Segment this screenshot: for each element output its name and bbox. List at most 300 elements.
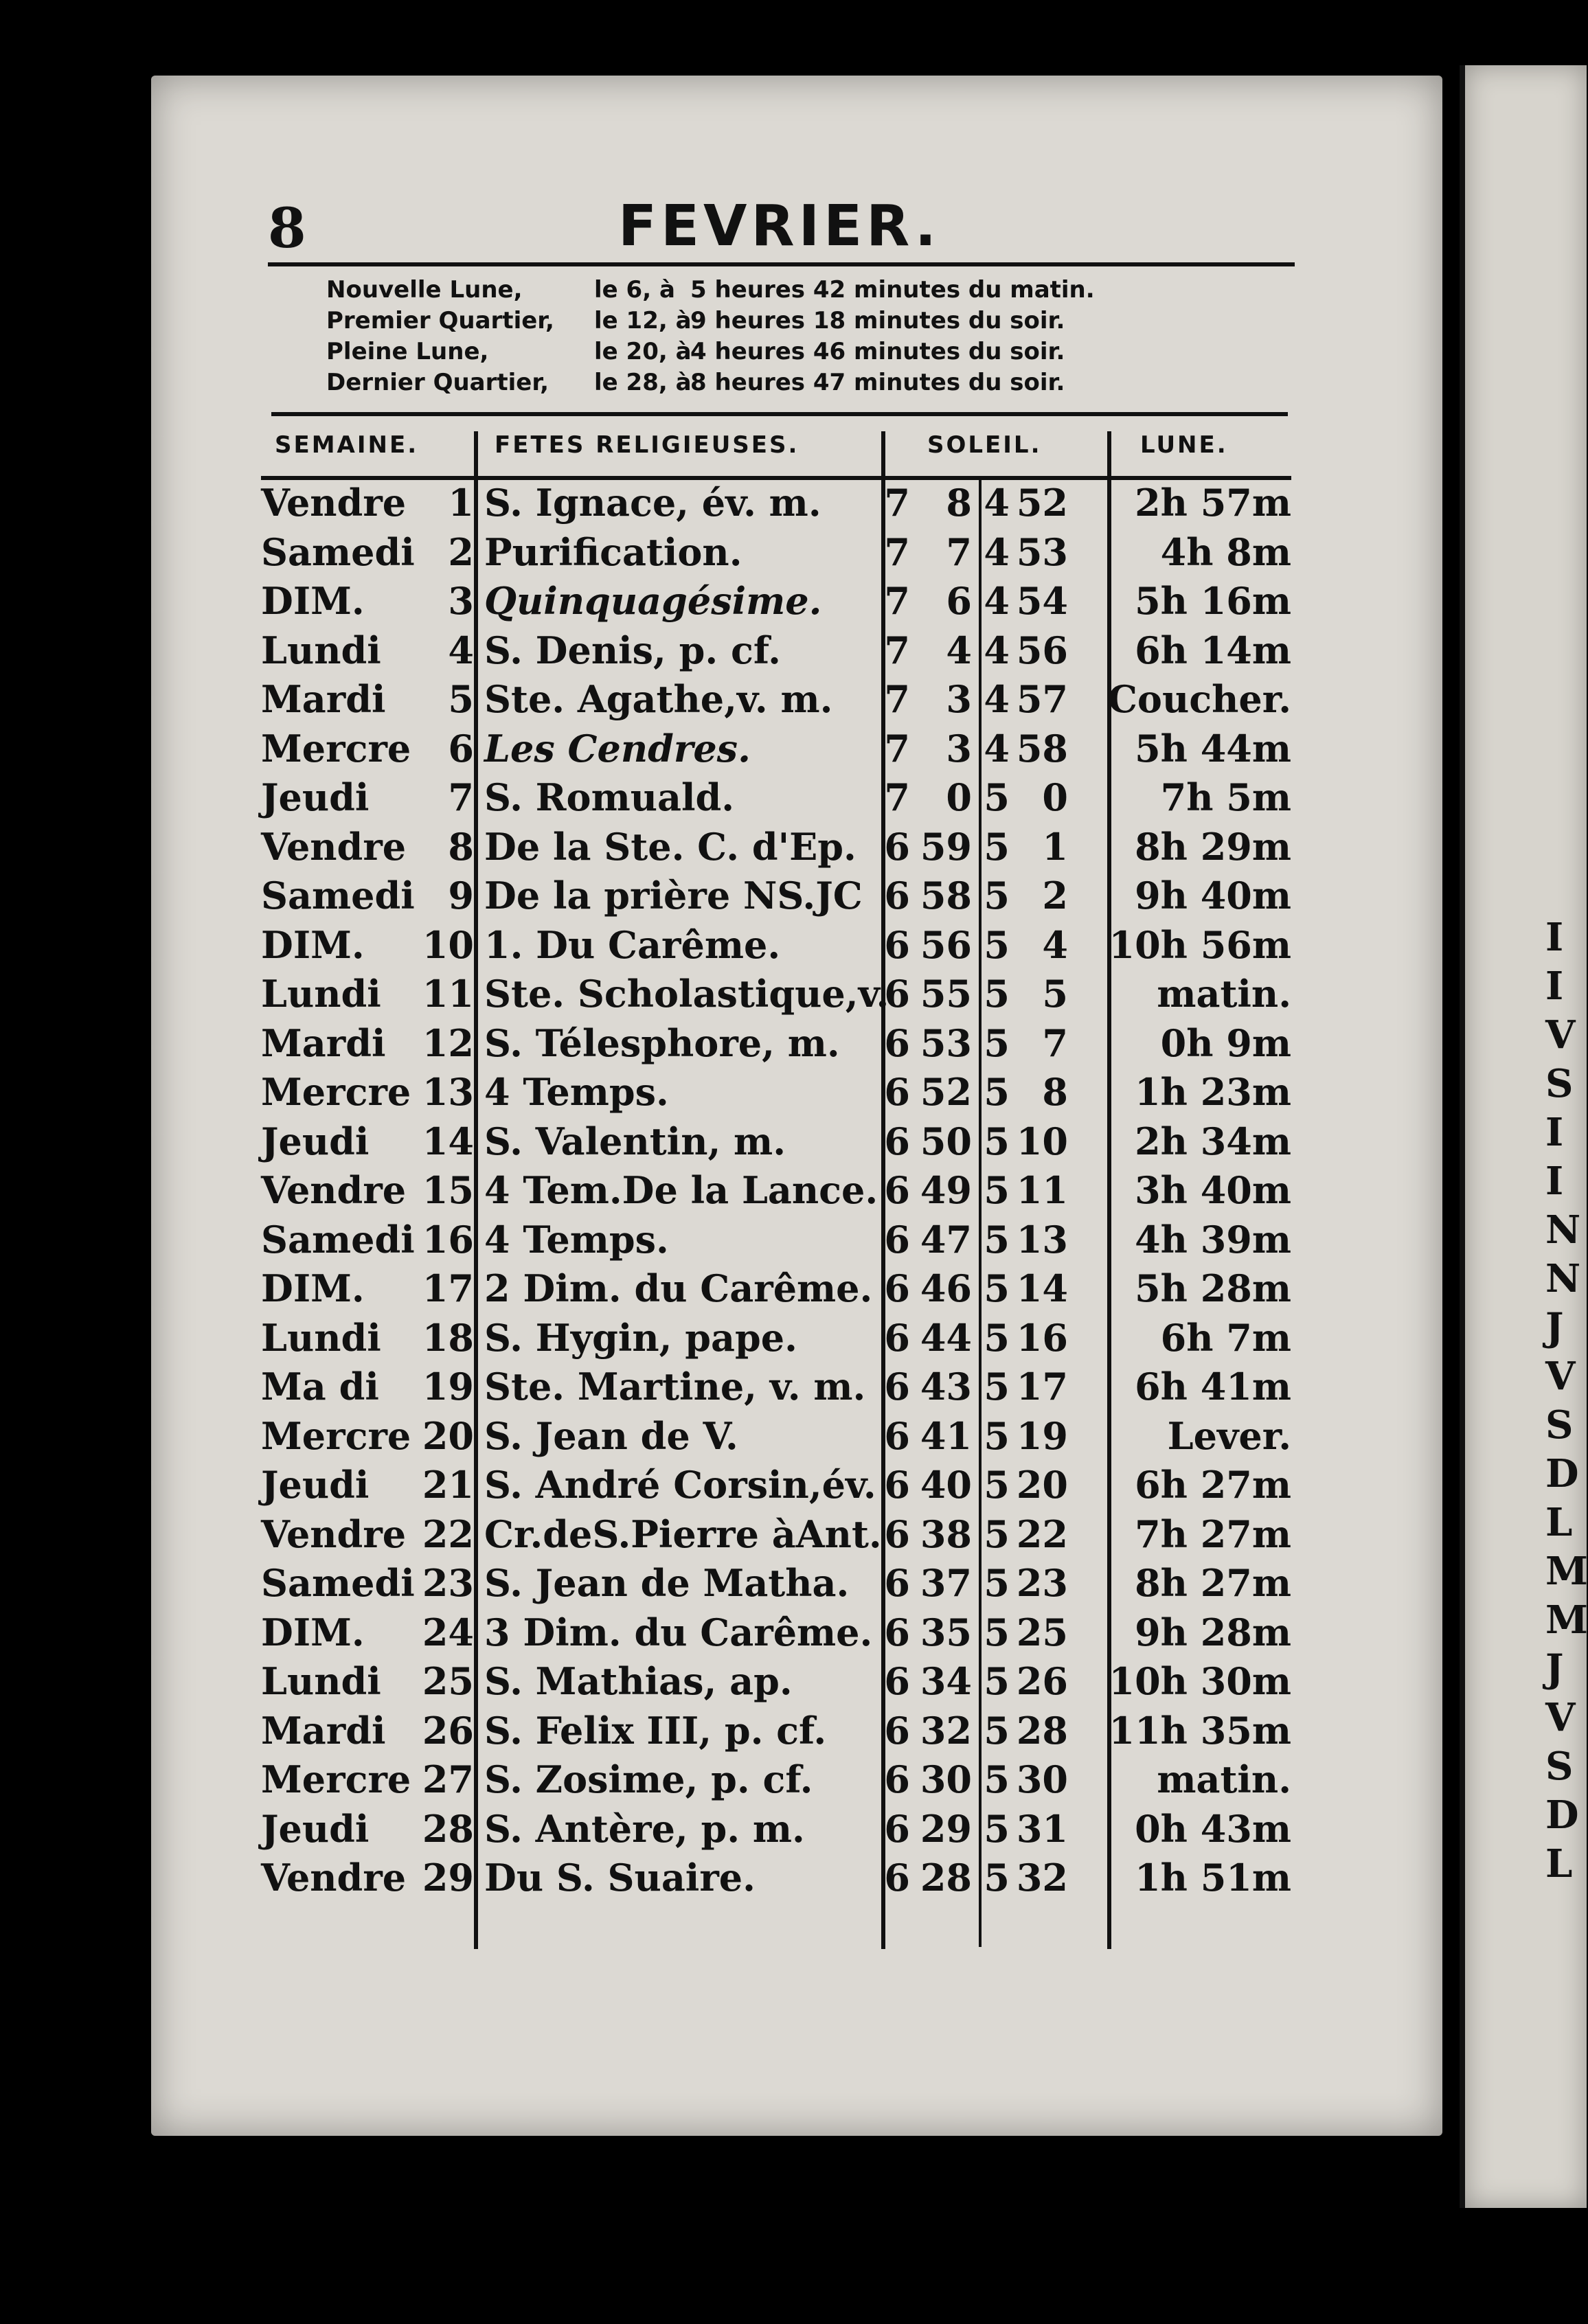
religious-feast: 3 Dim. du Carême.	[484, 1610, 873, 1654]
week-day-name: Mercre	[261, 1413, 411, 1458]
sunrise-hour: 6	[884, 1806, 910, 1851]
sunrise-hour: 6	[884, 1315, 910, 1360]
sunrise-hour: 6	[884, 1021, 910, 1065]
religious-feast: S. Felix III, p. cf.	[484, 1708, 827, 1753]
sunrise-minute: 29	[920, 1806, 972, 1851]
table-row	[254, 1218, 1298, 1267]
sunset-hour: 5	[984, 922, 1010, 967]
sunset-hour: 5	[984, 1659, 1010, 1703]
sunset-hour: 5	[984, 1610, 1010, 1654]
sunrise-hour: 6	[884, 1266, 910, 1310]
sunset-minute: 22	[1016, 1512, 1068, 1556]
adjacent-letter: J	[1545, 1646, 1564, 1691]
sunrise-hour: 7	[884, 579, 910, 623]
week-day-name: Jeudi	[261, 1119, 370, 1163]
adjacent-letter: M	[1545, 1597, 1588, 1643]
moon-time: 5h 28m	[1135, 1266, 1291, 1310]
sunset-minute: 0	[1042, 775, 1068, 819]
adjacent-letter: I	[1545, 964, 1564, 1009]
sunrise-minute: 38	[920, 1512, 972, 1556]
day-number: 16	[422, 1217, 474, 1262]
sunrise-minute: 50	[920, 1119, 972, 1163]
phase-row	[326, 306, 1095, 337]
sunset-hour: 4	[984, 481, 1010, 525]
sunrise-hour: 7	[884, 529, 910, 574]
adjacent-letter: V	[1545, 1695, 1576, 1740]
moon-phases	[326, 275, 1095, 398]
table-row	[254, 1856, 1298, 1905]
phase-time: 9 heures 18 minutes du soir.	[690, 307, 1065, 334]
sunrise-hour: 6	[884, 1856, 910, 1900]
sunrise-hour: 6	[884, 1463, 910, 1507]
adjacent-letter: S	[1545, 1061, 1574, 1106]
sunset-minute: 8	[1042, 1070, 1068, 1114]
week-day-name: Vendre	[261, 1512, 407, 1556]
table-row	[254, 1119, 1298, 1169]
moon-time: 6h 14m	[1135, 628, 1291, 672]
moon-time: 2h 57m	[1135, 481, 1291, 525]
religious-feast: S. Denis, p. cf.	[484, 628, 781, 672]
sunset-hour: 5	[984, 1266, 1010, 1310]
sunrise-hour: 6	[884, 922, 910, 967]
table-row	[254, 825, 1298, 874]
week-day-name: Mardi	[261, 1708, 386, 1753]
sunset-minute: 26	[1016, 1659, 1068, 1703]
sunrise-minute: 52	[920, 1070, 972, 1114]
religious-feast: S. Télesphore, m.	[484, 1021, 840, 1065]
sunset-minute: 32	[1016, 1856, 1068, 1900]
month-title: FEVRIER.	[618, 194, 940, 259]
sunset-hour: 5	[984, 824, 1010, 869]
week-day-name: Samedi	[261, 874, 415, 918]
sunrise-hour: 7	[884, 628, 910, 672]
sunset-hour: 5	[984, 1512, 1010, 1556]
table-row	[254, 530, 1298, 580]
religious-feast: Du S. Suaire.	[484, 1856, 756, 1900]
sunrise-minute: 59	[920, 824, 972, 869]
sunset-minute: 11	[1016, 1168, 1068, 1212]
adjacent-letter: V	[1545, 1012, 1576, 1058]
sunrise-minute: 28	[920, 1856, 972, 1900]
day-number: 18	[422, 1315, 474, 1360]
religious-feast: Ste. Agathe,v. m.	[484, 677, 833, 721]
phase-name: Nouvelle Lune,	[326, 276, 523, 304]
phase-name: Pleine Lune,	[326, 338, 489, 365]
religious-feast: 4 Temps.	[484, 1217, 669, 1262]
moon-time: 2h 34m	[1135, 1119, 1291, 1163]
sunrise-minute: 49	[920, 1168, 972, 1212]
sunrise-hour: 7	[884, 481, 910, 525]
moon-time: 6h 7m	[1160, 1315, 1291, 1360]
sunset-hour: 5	[984, 874, 1010, 918]
table-row	[254, 923, 1298, 972]
week-day-name: DIM.	[261, 1610, 365, 1654]
religious-feast: S. Hygin, pape.	[484, 1315, 797, 1360]
day-number: 21	[422, 1463, 474, 1507]
week-day-name: DIM.	[261, 579, 365, 623]
header-lune: LUNE.	[1140, 431, 1228, 459]
sunrise-minute: 55	[920, 972, 972, 1016]
week-day-name: Mercre	[261, 1070, 411, 1114]
sunrise-hour: 6	[884, 824, 910, 869]
adjacent-page-letters	[1545, 913, 1588, 1889]
sunrise-minute: 40	[920, 1463, 972, 1507]
adjacent-letter: J	[1545, 1305, 1564, 1350]
religious-feast: Quinquagésime.	[484, 579, 822, 623]
table-row	[254, 1512, 1298, 1562]
table-row	[254, 1610, 1298, 1660]
moon-time: 5h 44m	[1135, 726, 1291, 771]
header-fetes: FETES RELIGIEUSES.	[495, 431, 799, 459]
sunset-minute: 10	[1016, 1119, 1068, 1163]
religious-feast: S. Antère, p. m.	[484, 1806, 805, 1851]
sunset-hour: 4	[984, 529, 1010, 574]
day-number: 23	[422, 1561, 474, 1605]
table-row	[254, 972, 1298, 1021]
moon-time: 7h 27m	[1135, 1512, 1291, 1556]
week-day-name: Ma di	[261, 1365, 379, 1409]
sunset-minute: 14	[1016, 1266, 1068, 1310]
table-row	[254, 1070, 1298, 1119]
adjacent-letter: I	[1545, 1110, 1564, 1155]
sunset-minute: 4	[1042, 922, 1068, 967]
adjacent-letter: N	[1545, 1207, 1581, 1253]
sunset-hour: 5	[984, 1315, 1010, 1360]
religious-feast: 4 Temps.	[484, 1070, 669, 1114]
sunrise-hour: 6	[884, 1119, 910, 1163]
sunrise-hour: 6	[884, 1561, 910, 1605]
day-number: 26	[422, 1708, 474, 1753]
sunset-hour: 5	[984, 1119, 1010, 1163]
sunset-minute: 1	[1042, 824, 1068, 869]
sunrise-minute: 43	[920, 1365, 972, 1409]
table-row	[254, 1807, 1298, 1856]
table-row	[254, 874, 1298, 923]
week-day-name: Lundi	[261, 1659, 381, 1703]
moon-time: 4h 8m	[1160, 529, 1291, 574]
phase-day: le 6, à	[594, 276, 675, 304]
phase-row	[326, 367, 1095, 398]
sunrise-minute: 3	[946, 677, 972, 721]
sunrise-hour: 6	[884, 1708, 910, 1753]
sunset-minute: 57	[1016, 677, 1068, 721]
week-day-name: Samedi	[261, 1217, 415, 1262]
week-day-name: Vendre	[261, 1856, 407, 1900]
adjacent-letter: I	[1545, 915, 1564, 960]
moon-time: 4h 39m	[1135, 1217, 1291, 1262]
table-row	[254, 1463, 1298, 1512]
phase-time: 8 heures 47 minutes du soir.	[690, 369, 1065, 396]
sunrise-hour: 7	[884, 677, 910, 721]
week-day-name: DIM.	[261, 922, 365, 967]
sunrise-hour: 6	[884, 1365, 910, 1409]
sunrise-hour: 6	[884, 1168, 910, 1212]
sunset-hour: 5	[984, 1806, 1010, 1851]
week-day-name: DIM.	[261, 1266, 365, 1310]
phase-day: le 12, à	[594, 307, 692, 334]
sunrise-minute: 0	[946, 775, 972, 819]
header-rule	[261, 476, 1291, 480]
sunrise-minute: 58	[920, 874, 972, 918]
religious-feast: S. Romuald.	[484, 775, 735, 819]
sunrise-hour: 6	[884, 1070, 910, 1114]
sunrise-hour: 7	[884, 775, 910, 819]
religious-feast: Ste. Martine, v. m.	[484, 1365, 866, 1409]
sunrise-minute: 37	[920, 1561, 972, 1605]
sunset-hour: 4	[984, 628, 1010, 672]
day-number: 8	[448, 824, 474, 869]
sunrise-hour: 6	[884, 1413, 910, 1458]
day-number: 17	[422, 1266, 474, 1310]
religious-feast: 1. Du Carême.	[484, 922, 781, 967]
religious-feast: Cr.deS.Pierre àAnt.	[484, 1512, 882, 1556]
moon-time: matin.	[1157, 972, 1291, 1016]
sunset-minute: 30	[1016, 1757, 1068, 1801]
week-day-name: Jeudi	[261, 775, 370, 819]
table-row	[254, 1561, 1298, 1610]
sunrise-hour: 6	[884, 1757, 910, 1801]
sunrise-minute: 35	[920, 1610, 972, 1654]
religious-feast: S. Jean de V.	[484, 1413, 738, 1458]
sunset-hour: 5	[984, 1856, 1010, 1900]
sunrise-minute: 47	[920, 1217, 972, 1262]
table-row	[254, 1266, 1298, 1316]
moon-time: Coucher.	[1107, 677, 1291, 721]
phase-time: 5 heures 42 minutes du matin.	[690, 276, 1095, 304]
sunrise-minute: 46	[920, 1266, 972, 1310]
table-row	[254, 1659, 1298, 1709]
moon-time: 5h 16m	[1135, 579, 1291, 623]
sunset-minute: 54	[1016, 579, 1068, 623]
adjacent-letter: S	[1545, 1402, 1574, 1448]
sunset-minute: 7	[1042, 1021, 1068, 1065]
day-number: 12	[422, 1021, 474, 1065]
sunrise-hour: 7	[884, 726, 910, 771]
phases-rule	[271, 412, 1288, 416]
religious-feast: De la Ste. C. d'Ep.	[484, 824, 857, 869]
sunset-hour: 5	[984, 1021, 1010, 1065]
sunset-minute: 16	[1016, 1315, 1068, 1360]
table-row	[254, 775, 1298, 825]
sunrise-hour: 6	[884, 1659, 910, 1703]
religious-feast: Les Cendres.	[484, 726, 751, 771]
sunset-minute: 52	[1016, 481, 1068, 525]
sunrise-minute: 7	[946, 529, 972, 574]
table-row	[254, 1021, 1298, 1071]
sunset-minute: 28	[1016, 1708, 1068, 1753]
day-number: 13	[422, 1070, 474, 1114]
page-number: 8	[268, 196, 306, 260]
sunset-minute: 5	[1042, 972, 1068, 1016]
week-day-name: Jeudi	[261, 1806, 370, 1851]
phase-name: Dernier Quartier,	[326, 369, 549, 396]
sunrise-minute: 32	[920, 1708, 972, 1753]
sunset-hour: 5	[984, 1757, 1010, 1801]
week-day-name: Jeudi	[261, 1463, 370, 1507]
adjacent-letter: L	[1545, 1500, 1573, 1545]
adjacent-letter: D	[1545, 1451, 1579, 1496]
day-number: 5	[448, 677, 474, 721]
table-row	[254, 1414, 1298, 1463]
sunset-minute: 13	[1016, 1217, 1068, 1262]
moon-time: 1h 51m	[1135, 1856, 1291, 1900]
moon-time: 7h 5m	[1160, 775, 1291, 819]
moon-time: 6h 27m	[1135, 1463, 1291, 1507]
moon-time: 11h 35m	[1109, 1708, 1291, 1753]
religious-feast: De la prière NS.JC	[484, 874, 863, 918]
adjacent-letter: I	[1545, 1159, 1564, 1204]
header-soleil: SOLEIL.	[927, 431, 1042, 459]
sunset-minute: 58	[1016, 726, 1068, 771]
day-number: 25	[422, 1659, 474, 1703]
day-number: 2	[448, 529, 474, 574]
sunset-hour: 5	[984, 1365, 1010, 1409]
religious-feast: S. Valentin, m.	[484, 1119, 786, 1163]
header-semaine: SEMAINE.	[275, 431, 419, 459]
day-number: 20	[422, 1413, 474, 1458]
sunrise-minute: 56	[920, 922, 972, 967]
adjacent-letter: N	[1545, 1256, 1581, 1301]
sunrise-hour: 6	[884, 874, 910, 918]
sunrise-hour: 6	[884, 1610, 910, 1654]
sunset-minute: 56	[1016, 628, 1068, 672]
table-row	[254, 1168, 1298, 1218]
moon-time: 0h 43m	[1135, 1806, 1291, 1851]
sunset-hour: 4	[984, 579, 1010, 623]
day-number: 6	[448, 726, 474, 771]
moon-time: 8h 29m	[1135, 824, 1291, 869]
religious-feast: 4 Tem.De la Lance.	[484, 1168, 878, 1212]
sunset-hour: 5	[984, 1561, 1010, 1605]
day-number: 4	[448, 628, 474, 672]
sunrise-minute: 3	[946, 726, 972, 771]
moon-time: 3h 40m	[1135, 1168, 1291, 1212]
phase-row	[326, 275, 1095, 306]
sunrise-minute: 6	[946, 579, 972, 623]
day-number: 22	[422, 1512, 474, 1556]
sunset-hour: 4	[984, 726, 1010, 771]
adjacent-letter: D	[1545, 1792, 1579, 1838]
sunrise-minute: 8	[946, 481, 972, 525]
adjacent-letter: M	[1545, 1549, 1588, 1594]
moon-time: matin.	[1157, 1757, 1291, 1801]
sunrise-minute: 53	[920, 1021, 972, 1065]
moon-time: 10h 30m	[1109, 1659, 1291, 1703]
day-number: 10	[422, 922, 474, 967]
day-number: 15	[422, 1168, 474, 1212]
sunset-hour: 4	[984, 677, 1010, 721]
sunrise-minute: 4	[946, 628, 972, 672]
sunset-hour: 5	[984, 1413, 1010, 1458]
sunset-minute: 31	[1016, 1806, 1068, 1851]
week-day-name: Lundi	[261, 628, 381, 672]
sunset-minute: 19	[1016, 1413, 1068, 1458]
day-number: 1	[448, 481, 474, 525]
sunset-hour: 5	[984, 1168, 1010, 1212]
day-number: 19	[422, 1365, 474, 1409]
moon-time: 9h 40m	[1135, 874, 1291, 918]
moon-time: 8h 27m	[1135, 1561, 1291, 1605]
day-number: 29	[422, 1856, 474, 1900]
day-number: 28	[422, 1806, 474, 1851]
religious-feast: S. Zosime, p. cf.	[484, 1757, 813, 1801]
week-day-name: Mercre	[261, 726, 411, 771]
sunrise-minute: 41	[920, 1413, 972, 1458]
table-row	[254, 579, 1298, 628]
sunset-hour: 5	[984, 1463, 1010, 1507]
phase-row	[326, 337, 1095, 367]
sunset-hour: 5	[984, 1070, 1010, 1114]
phase-name: Premier Quartier,	[326, 307, 554, 334]
phase-time: 4 heures 46 minutes du soir.	[690, 338, 1065, 365]
adjacent-letter: L	[1545, 1841, 1573, 1887]
week-day-name: Mardi	[261, 677, 386, 721]
week-day-name: Lundi	[261, 1315, 381, 1360]
table-row	[254, 1709, 1298, 1758]
religious-feast: S. Ignace, év. m.	[484, 481, 821, 525]
table-row	[254, 628, 1298, 678]
week-day-name: Lundi	[261, 972, 381, 1016]
week-day-name: Mercre	[261, 1757, 411, 1801]
religious-feast: Ste. Scholastique,v.	[484, 972, 889, 1016]
day-number: 3	[448, 579, 474, 623]
moon-time: 10h 56m	[1109, 922, 1291, 967]
week-day-name: Samedi	[261, 1561, 415, 1605]
sunrise-minute: 34	[920, 1659, 972, 1703]
table-row	[254, 481, 1298, 530]
sunset-hour: 5	[984, 1708, 1010, 1753]
table-row	[254, 727, 1298, 776]
day-number: 14	[422, 1119, 474, 1163]
week-day-name: Vendre	[261, 481, 407, 525]
religious-feast: S. Jean de Matha.	[484, 1561, 850, 1605]
sunrise-hour: 6	[884, 972, 910, 1016]
sunset-hour: 5	[984, 1217, 1010, 1262]
sunrise-minute: 30	[920, 1757, 972, 1801]
table-row	[254, 677, 1298, 727]
sunset-minute: 53	[1016, 529, 1068, 574]
sunset-minute: 17	[1016, 1365, 1068, 1409]
day-number: 27	[422, 1757, 474, 1801]
sunset-hour: 5	[984, 775, 1010, 819]
religious-feast: Purification.	[484, 529, 742, 574]
table-row	[254, 1316, 1298, 1365]
title-rule	[268, 262, 1295, 266]
sunset-minute: 20	[1016, 1463, 1068, 1507]
sunset-minute: 25	[1016, 1610, 1068, 1654]
day-number: 11	[422, 972, 474, 1016]
day-number: 24	[422, 1610, 474, 1654]
day-number: 7	[448, 775, 474, 819]
sunset-minute: 23	[1016, 1561, 1068, 1605]
sunset-hour: 5	[984, 972, 1010, 1016]
phase-day: le 28, à	[594, 369, 692, 396]
day-number: 9	[448, 874, 474, 918]
phase-day: le 20, à	[594, 338, 692, 365]
adjacent-letter: V	[1545, 1354, 1576, 1399]
moon-time: 9h 28m	[1135, 1610, 1291, 1654]
sunrise-hour: 6	[884, 1512, 910, 1556]
sunset-minute: 2	[1042, 874, 1068, 918]
religious-feast: 2 Dim. du Carême.	[484, 1266, 873, 1310]
week-day-name: Samedi	[261, 529, 415, 574]
moon-time: 1h 23m	[1135, 1070, 1291, 1114]
religious-feast: S. André Corsin,év.	[484, 1463, 876, 1507]
sunrise-hour: 6	[884, 1217, 910, 1262]
adjacent-letter: S	[1545, 1744, 1574, 1789]
table-row	[254, 1365, 1298, 1414]
moon-time: 6h 41m	[1135, 1365, 1291, 1409]
